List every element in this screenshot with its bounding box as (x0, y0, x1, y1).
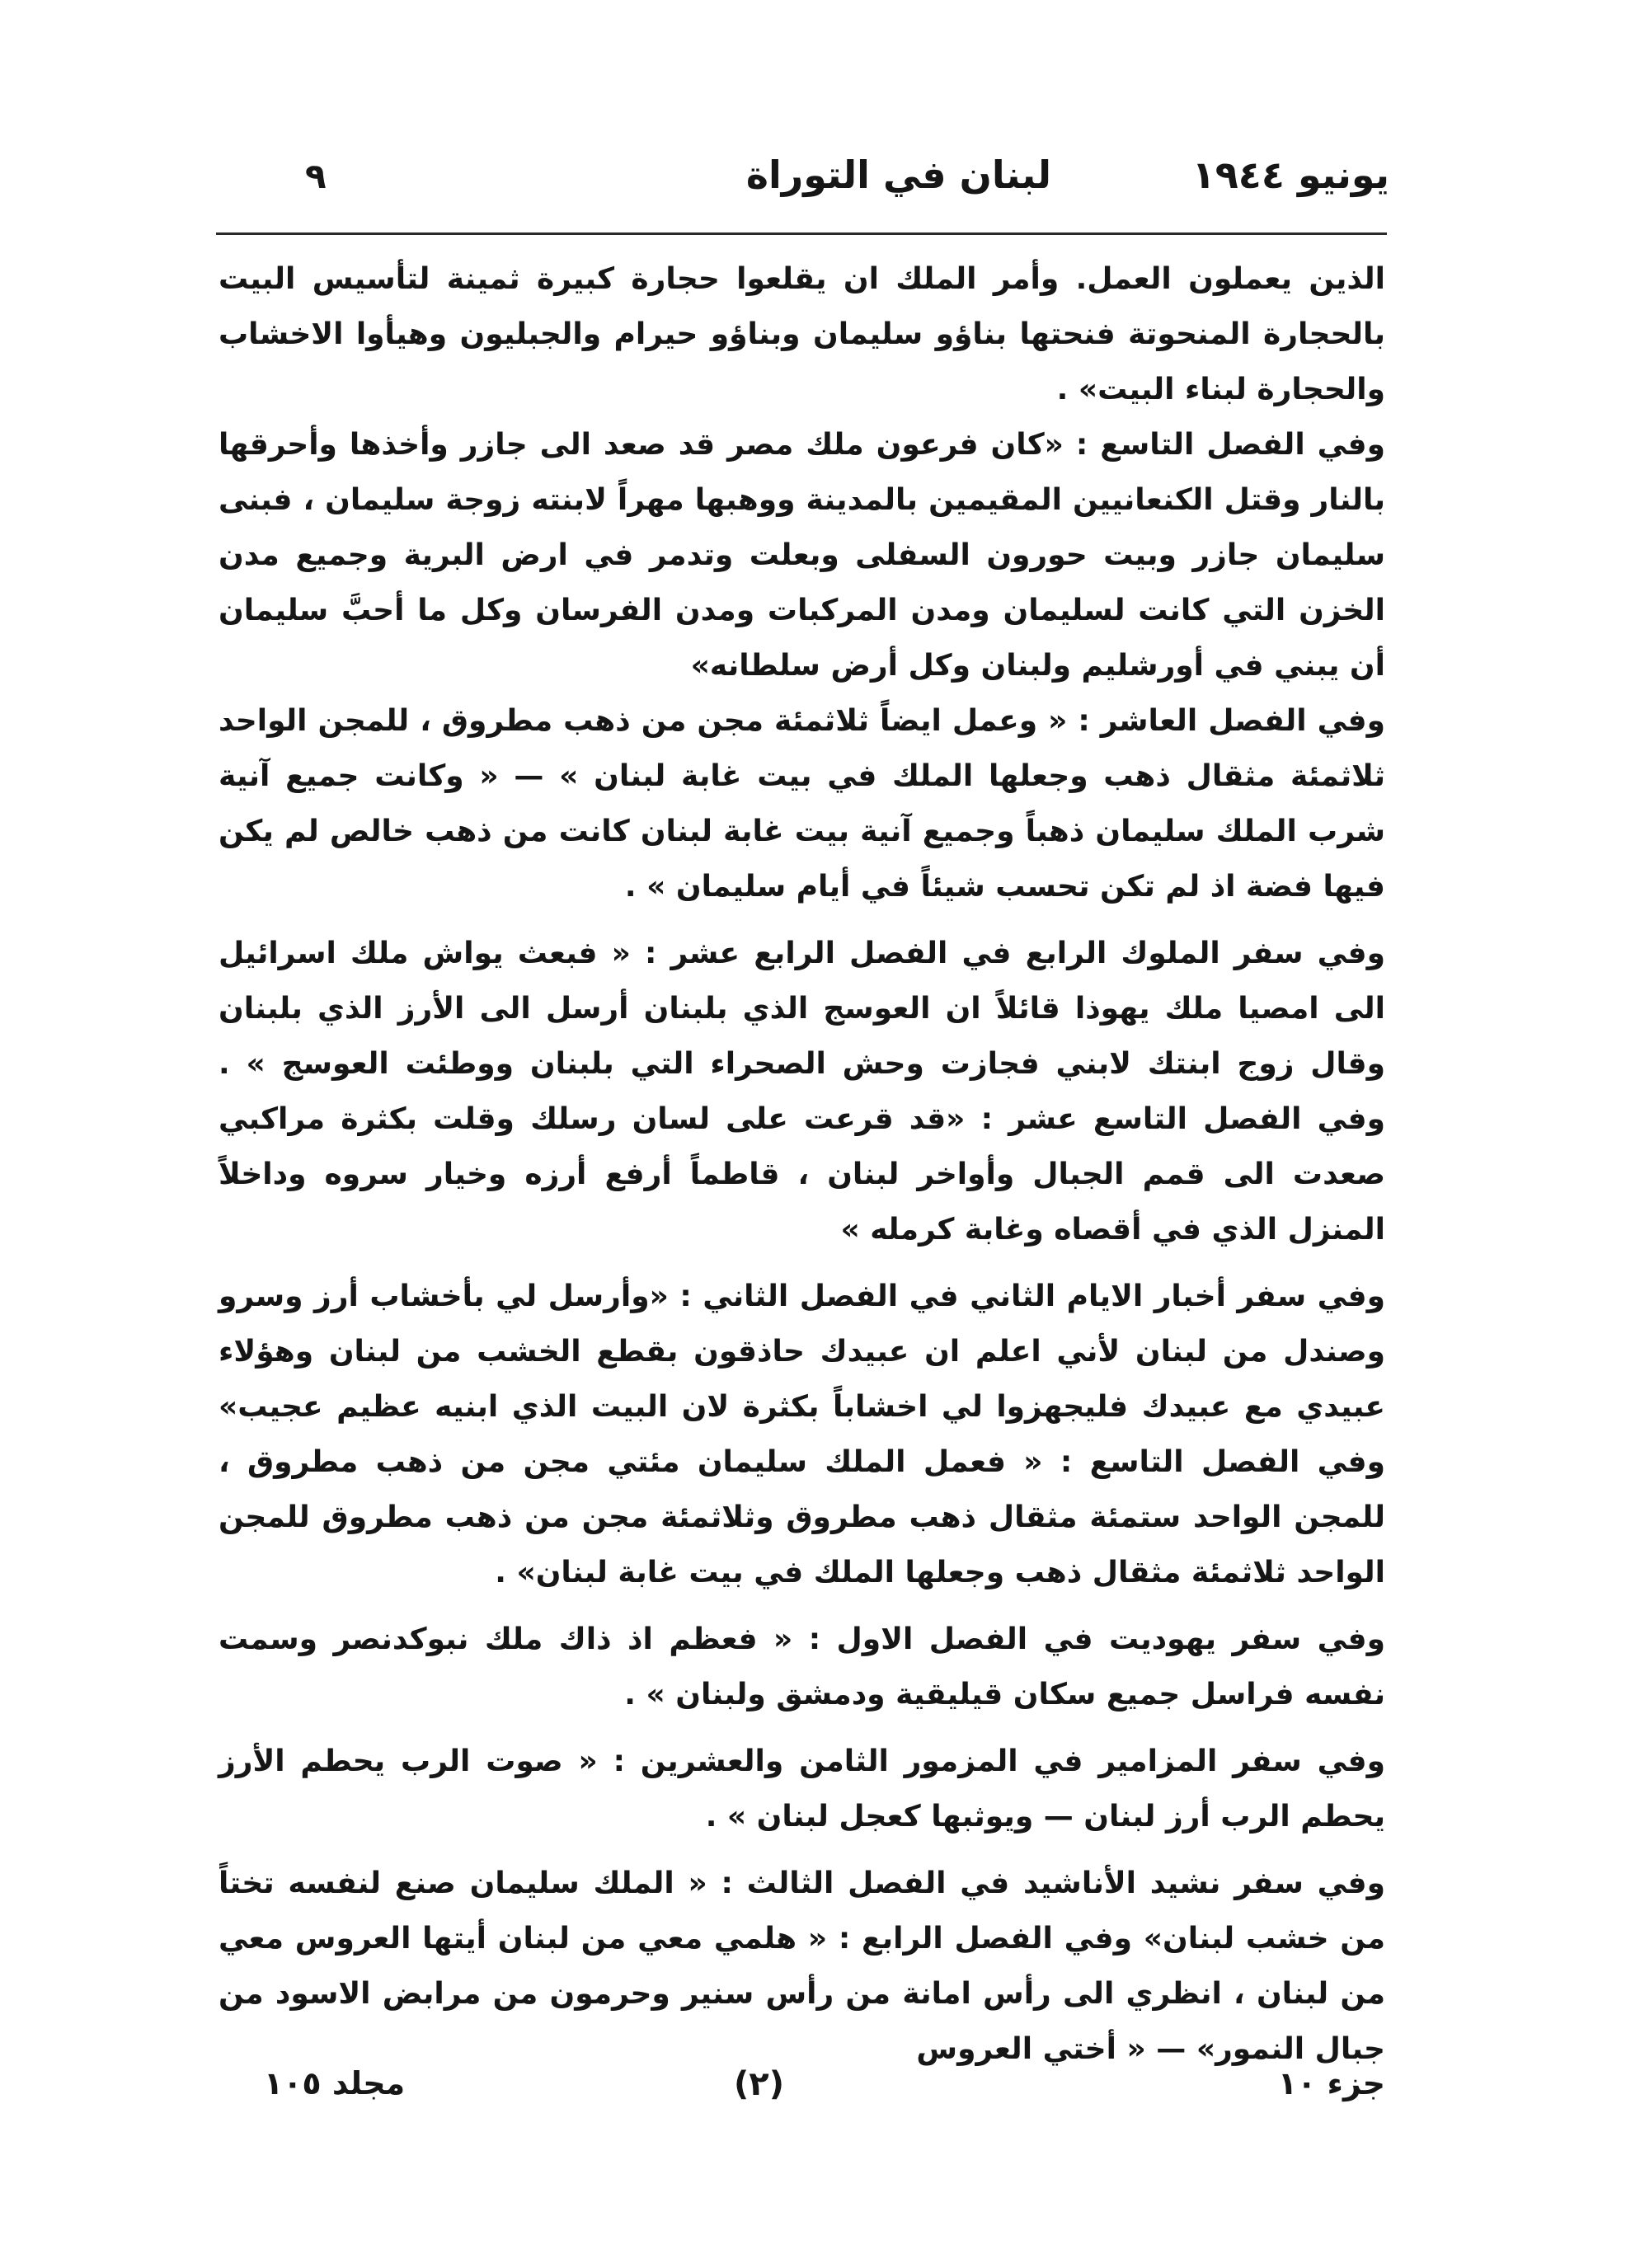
running-header (210, 144, 1389, 218)
footer-part: جزء ١٠ (1277, 2065, 1385, 2101)
paragraph-7: وفي سفر المزامير في المزمور الثامن والعشرين : « صوت الرب يحطم الأرز يحطم الرب أرز لبنان — ويوثبها كعجل لبنان » . (219, 1744, 1385, 1834)
header-title: لبنان في التوراة (745, 153, 1051, 197)
page-footer (219, 2065, 1385, 2123)
paragraph-5: وفي سفر أخبار الايام الثاني في الفصل الثاني : «وأرسل لي بأخشاب أرز وسرو وصندل من لبنان لأني اعلم ان عبيدك حاذقون بقطع الخشب من لبنان وهؤلاء عبيدي مع عبيدك فليجهزوا لي اخشاباً بكثرة لان البيت الذي ابنيه عظيم عجيب» وفي الفصل التاسع : « فعمل الملك سليمان مئتي مجن من ذهب مطروق ، للمجن الواحد ستمئة مثقال ذهب مطروق وثلاثمئة مجن من ذهب مطروق للمجن الواحد ثلاثمئة مثقال ذهب وجعلها الملك في بيت غابة لبنان» . (219, 1280, 1385, 1589)
paragraph-8: وفي سفر نشيد الأناشيد في الفصل الثالث : « الملك سليمان صنع لنفسه تختاً من خشب لبنان» وفي الفصل الرابع : « هلمي معي من لبنان أيتها العروس معي من لبنان ، انظري الى رأس امانة من رأس سنير وحرمون من مرابض الاسود من جبال النمور» — « أختي العروس (219, 1867, 1385, 2066)
footer-volume: مجلد ١٠٥ (264, 2065, 406, 2101)
page-number: ٩ (305, 156, 327, 196)
paragraph-6: وفي سفر يهوديت في الفصل الاول : « فعظم اذ ذاك ملك نبوكدنصر وسمت نفسه فراسل جميع سكان قيليقية ودمشق ولبنان » . (219, 1622, 1385, 1712)
article-body (219, 251, 1385, 2077)
paragraph-4: وفي سفر الملوك الرابع في الفصل الرابع عشر : « فبعث يواش ملك اسرائيل الى امصيا ملك يهوذا قائلاً ان العوسج الذي بلبنان أرسل الى الأرز الذي بلبنان وقال زوج ابنتك لابني فجازت وحش الصحراء التي بلبنان ووطئت العوسج » . وفي الفصل التاسع عشر : «قد قرعت على لسان رسلك وقلت بكثرة مراكبي صعدت الى قمم الجبال وأواخر لبنان ، قاطماً أرفع أرزه وخيار سروه وداخلاً المنزل الذي في أقصاه وغابة كرمله » (219, 937, 1385, 1247)
header-date: يونيو ١٩٤٤ (1191, 153, 1389, 197)
header-rule (216, 232, 1387, 235)
footer-signature: (٢) (734, 2065, 784, 2103)
paragraph-3: وفي الفصل العاشر : « وعمل ايضاً ثلاثمئة مجن من ذهب مطروق ، للمجن الواحد ثلاثمئة مثقال ذهب وجعلها الملك في بيت غابة لبنان » — « وكانت جميع آنية شرب الملك سليمان ذهباً وجميع آنية بيت غابة لبنان كانت من ذهب خالص لم يكن فيها فضة اذ لم تكن تحسب شيئاً في أيام سليمان » . (219, 704, 1385, 904)
paragraph-2: وفي الفصل التاسع : «كان فرعون ملك مصر قد صعد الى جازر وأخذها وأحرقها بالنار وقتل الكنعانيين المقيمين بالمدينة ووهبها مهراً لابنته زوجة سليمان ، فبنى سليمان جازر وبيت حورون السفلى وبعلت وتدمر في ارض البرية وجميع مدن الخزن التي كانت لسليمان ومدن المركبات ومدن الفرسان وكل ما أحبَّ سليمان أن يبني في أورشليم ولبنان وكل أرض سلطانه» (219, 428, 1385, 683)
paragraph-1: الذين يعملون العمل. وأمر الملك ان يقلعوا حجارة كبيرة ثمينة لتأسيس البيت بالحجارة المنحوتة فنحتها بناؤو سليمان وبناؤو حيرام والجبليون وهيأوا الاخشاب والحجارة لبناء البيت» . (219, 262, 1385, 406)
